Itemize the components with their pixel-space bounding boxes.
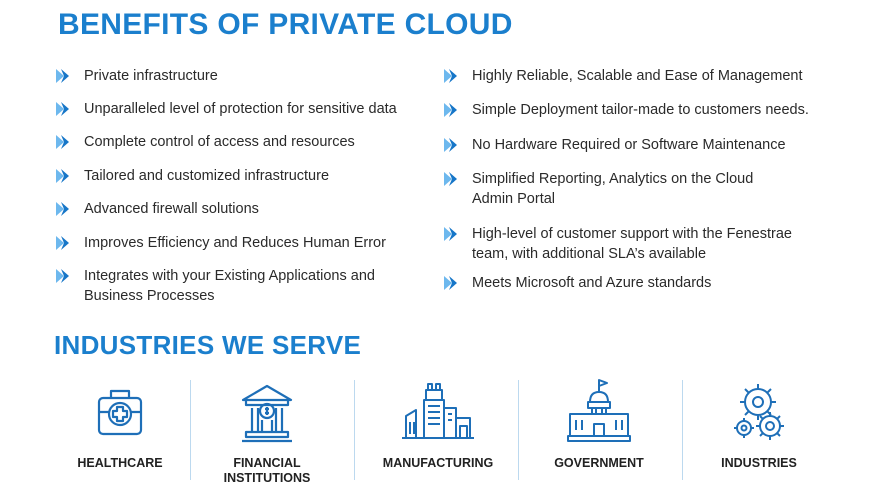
chevron-bullet-icon: [444, 68, 458, 84]
chevron-bullet-icon: [56, 201, 70, 217]
gears-icon: [724, 378, 794, 448]
capitol-building-icon: [564, 378, 634, 448]
industry-healthcare: [39, 378, 201, 488]
benefit-item: [444, 100, 809, 120]
benefit-text: Highly Reliable, Scalable and Ease of Management: [472, 68, 803, 84]
benefit-item: [56, 233, 386, 253]
benefit-text: No Hardware Required or Software Maintenance: [472, 137, 786, 153]
industries-title: INDUSTRIES WE SERVE: [54, 330, 362, 360]
industry-industries: [678, 378, 840, 488]
chevron-bullet-icon: [56, 168, 70, 184]
benefit-item: [444, 224, 792, 264]
benefit-item: [444, 273, 711, 293]
benefit-text: Integrates with your Existing Applications and Business Processes: [84, 268, 375, 304]
benefit-text: Advanced firewall solutions: [84, 201, 259, 217]
industry-financial: [186, 378, 348, 488]
industry-manufacturing: [357, 378, 519, 488]
benefit-text: High-level of customer support with the Fenestrae team, with additional SLA’s available: [472, 226, 792, 262]
industry-label: FINANCIAL INSTITUTIONS: [223, 456, 311, 485]
benefit-text: Unparalleled level of protection for sensitive data: [84, 101, 397, 117]
benefit-text: Simple Deployment tailor-made to customers needs.: [472, 102, 809, 118]
bank-icon: [232, 378, 302, 448]
industry-label: GOVERNMENT: [554, 456, 644, 470]
page-title: BENEFITS OF PRIVATE CLOUD: [58, 8, 513, 41]
benefit-text: Tailored and customized infrastructure: [84, 168, 330, 184]
industry-label: HEALTHCARE: [77, 456, 163, 470]
industry-label: INDUSTRIES: [721, 456, 797, 470]
industry-label: MANUFACTURING: [382, 456, 494, 470]
chevron-bullet-icon: [56, 134, 70, 150]
chevron-bullet-icon: [444, 226, 458, 242]
benefit-item: [56, 166, 329, 186]
benefit-text: Complete control of access and resources: [84, 134, 355, 150]
chevron-bullet-icon: [56, 235, 70, 251]
medical-kit-icon: [85, 378, 155, 448]
benefit-item: [444, 169, 753, 209]
benefit-item: [56, 66, 218, 86]
benefit-text: Improves Efficiency and Reduces Human Error: [84, 235, 386, 251]
benefit-item: [56, 99, 397, 119]
benefit-text: Private infrastructure: [84, 68, 218, 84]
benefit-item: [444, 66, 802, 86]
chevron-bullet-icon: [444, 102, 458, 118]
chevron-bullet-icon: [56, 101, 70, 117]
benefit-text: Simplified Reporting, Analytics on the Cloud Admin Portal: [472, 171, 754, 207]
benefit-item: [56, 132, 355, 152]
factory-icon: [398, 378, 478, 448]
benefit-text: Meets Microsoft and Azure standards: [472, 275, 712, 291]
chevron-bullet-icon: [444, 137, 458, 153]
chevron-bullet-icon: [444, 171, 458, 187]
chevron-bullet-icon: [56, 268, 70, 284]
industry-government: [518, 378, 680, 488]
chevron-bullet-icon: [56, 68, 70, 84]
divider: [354, 380, 355, 480]
benefit-item: [56, 199, 259, 219]
chevron-bullet-icon: [444, 275, 458, 291]
benefit-item: [56, 266, 375, 306]
benefit-item: [444, 135, 786, 155]
